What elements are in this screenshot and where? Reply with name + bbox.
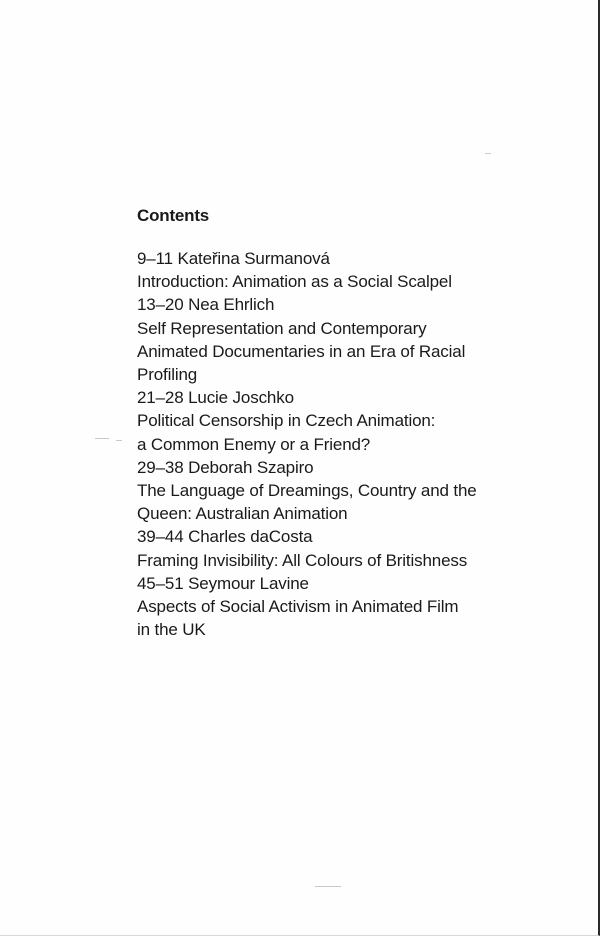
entry-pages-author: 13–20 Nea Ehrlich <box>137 295 275 315</box>
entry-title <box>137 595 577 641</box>
entry-title-line: Introduction: Animation as a Social Scalpel <box>137 272 452 292</box>
scan-speck <box>485 153 491 154</box>
entry-title-line: Queen: Australian Animation <box>137 504 348 524</box>
entry-title <box>137 479 577 525</box>
entry-pages-author: 39–44 Charles daCosta <box>137 527 313 547</box>
contents-heading: Contents <box>137 206 210 225</box>
entry-title <box>137 317 577 387</box>
scan-speck <box>95 438 109 439</box>
scan-speck <box>315 886 341 887</box>
toc-entry <box>137 525 577 571</box>
entry-title-line: Political Censorship in Czech Animation: <box>137 411 436 431</box>
entry-title-line: Aspects of Social Activism in Animated Film <box>137 597 459 617</box>
entry-title-line: Self Representation and Contemporary <box>137 318 427 338</box>
entry-pages-author: 29–38 Deborah Szapiro <box>137 457 314 477</box>
entry-pages-author: 21–28 Lucie Joschko <box>137 388 294 408</box>
entry-title-line: in the UK <box>137 620 206 640</box>
scan-speck <box>116 440 122 441</box>
entry-pages-author: 45–51 Seymour Lavine <box>137 573 309 593</box>
toc-entry <box>137 293 577 386</box>
entry-title <box>137 549 577 572</box>
entry-title-line: Framing Invisibility: All Colours of Britishness <box>137 550 468 570</box>
table-of-contents <box>137 205 577 641</box>
toc-entry <box>137 247 577 293</box>
entry-title-line: a Common Enemy or a Friend? <box>137 434 371 454</box>
entry-title-line: Animated Documentaries in an Era of Racial <box>137 341 466 361</box>
toc-entry <box>137 572 577 642</box>
toc-entry <box>137 386 577 456</box>
entry-pages-author: 9–11 Kateřina Surmanová <box>137 249 330 268</box>
entry-title-line: The Language of Dreamings, Country and the <box>137 481 477 501</box>
entry-title <box>137 270 577 293</box>
entry-title <box>137 409 577 455</box>
entry-title-line: Profiling <box>137 365 198 385</box>
toc-entry <box>137 456 577 526</box>
